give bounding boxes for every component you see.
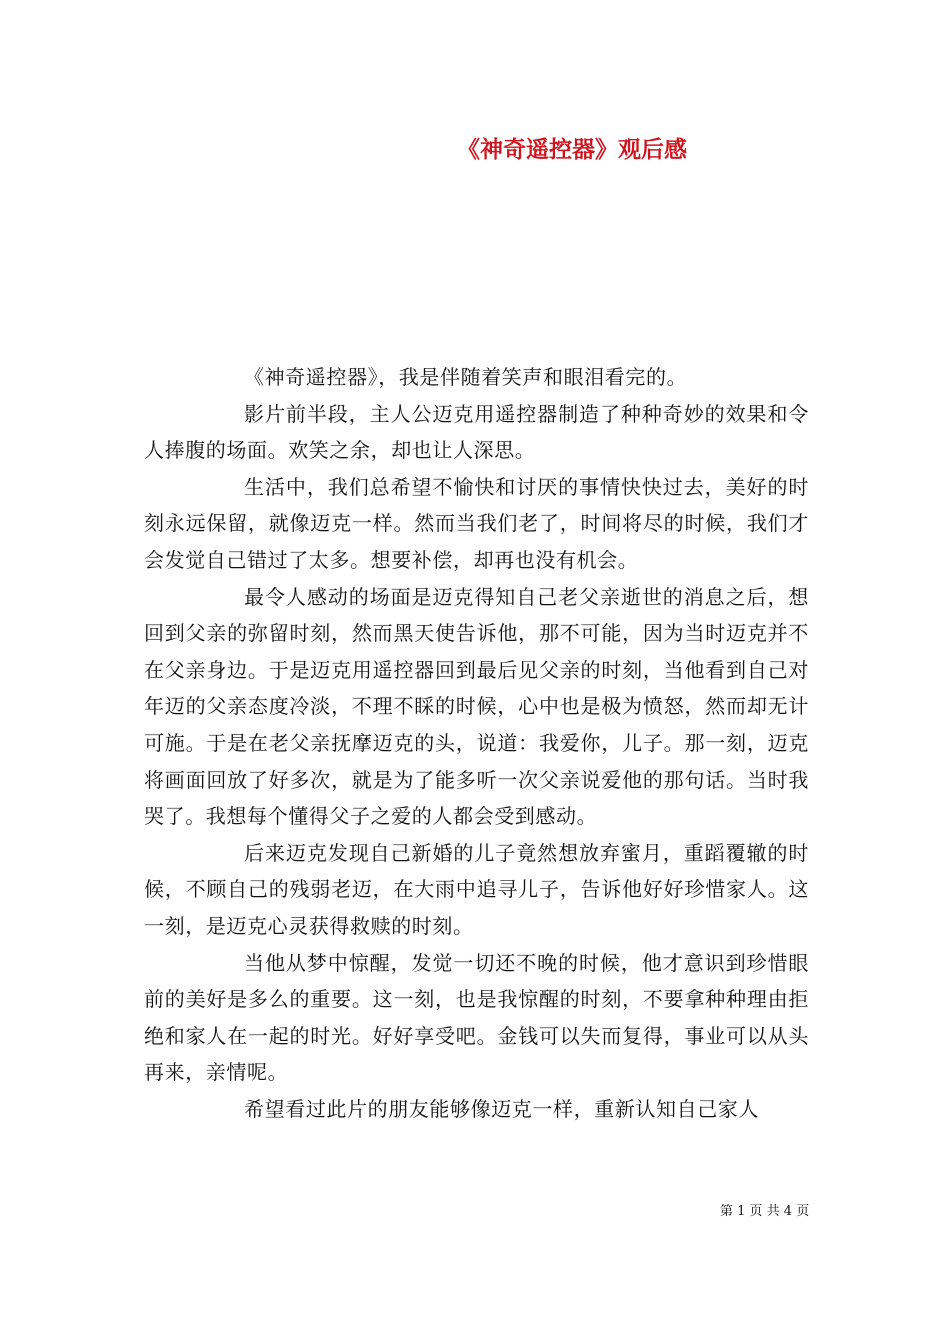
- paragraph: 《神奇遥控器》，我是伴随着笑声和眼泪看完的。: [244, 365, 688, 389]
- document-title: 《神奇遥控器》观后感: [457, 136, 687, 163]
- paragraph: 后来迈克发现自己新婚的儿子竟然想放弃蜜月，重蹈覆辙的时候，不顾自己的残弱老迈，在大雨中追寻儿子，告诉他好好珍惜家人。这一刻，是迈克心灵获得救赎的时刻。: [144, 840, 809, 938]
- paragraph: 希望看过此片的朋友能够像迈克一样，重新认知自己家人: [244, 1096, 759, 1121]
- paragraph: 最令人感动的场面是迈克得知自己老父亲逝世的消息之后，想回到父亲的弥留时刻，然而黑天使告诉他，那不可能，因为当时迈克并不在父亲身边。于是迈克用遥控器回到最后见父亲的时刻，当他看到自己对年迈的父亲态度冷淡，不理不睬的时候，心中也是极为愤怒，然而却无计可施。于是在老父亲抚摩迈克的头，说道：我爱你，儿子。那一刻，迈克将画面回放了好多次，就是为了能多听一次父亲说爱他的那句话。当时我哭了。我想每个懂得父子之爱的人都会受到感动。: [144, 584, 809, 829]
- paragraph: 生活中，我们总希望不愉快和讨厌的事情快快过去，美好的时刻永远保留，就像迈克一样。然而当我们老了，时间将尽的时候，我们才会发觉自己错过了太多。想要补偿，却再也没有机会。: [144, 474, 809, 572]
- paragraph: 影片前半段，主人公迈克用遥控器制造了种种奇妙的效果和令人捧腹的场面。欢笑之余，却也让人深思。: [144, 401, 809, 463]
- paragraph: 当他从梦中惊醒，发觉一切还不晚的时候，他才意识到珍惜眼前的美好是多么的重要。这一刻，也是我惊醒的时刻，不要拿种种理由拒绝和家人在一起的时光。好好享受吧。金钱可以失而复得，事业可以从头再来，亲情呢。: [144, 950, 809, 1085]
- document-body: [144, 359, 809, 1127]
- page-number-footer: 第 1 页 共 4 页: [720, 1204, 810, 1219]
